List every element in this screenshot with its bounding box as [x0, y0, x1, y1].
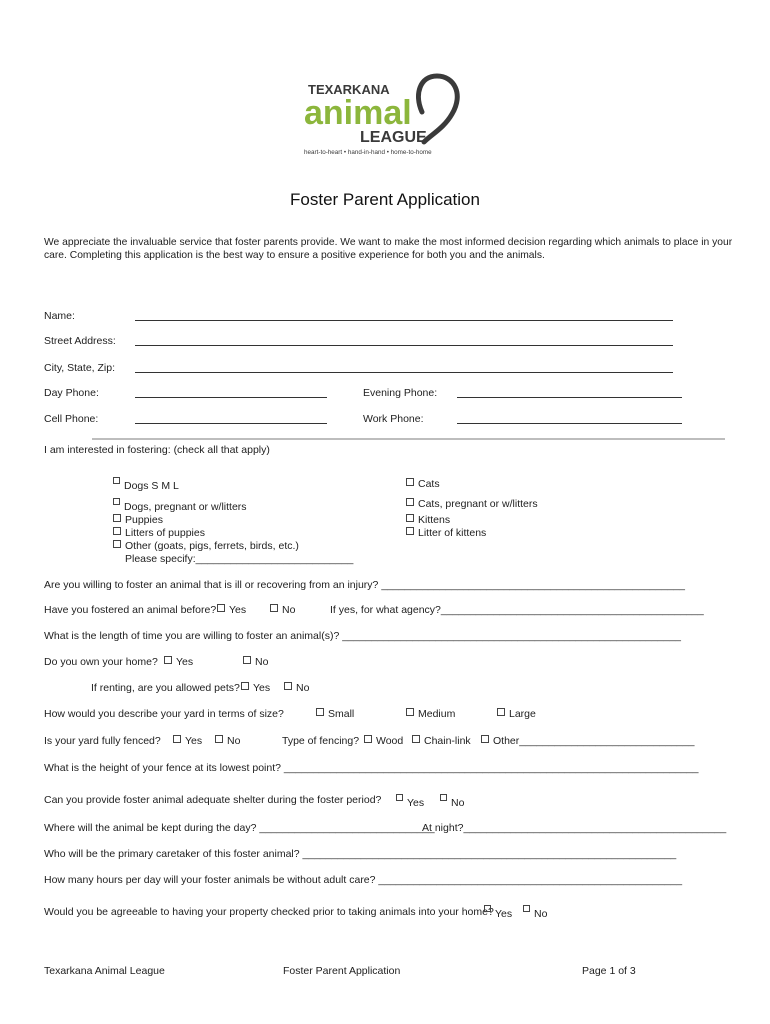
- checkbox-litter-kittens[interactable]: [406, 527, 486, 539]
- kittens-label: Kittens: [418, 514, 451, 526]
- checkbox-icon[interactable]: [113, 540, 121, 548]
- question-agency[interactable]: If yes, for what agency?_____________________________________________: [330, 604, 704, 616]
- chain-link-label: Chain-link: [424, 735, 471, 747]
- city-label: City, State, Zip:: [44, 362, 115, 374]
- shelter-no-option[interactable]: [440, 794, 464, 809]
- other-label: Other (goats, pigs, ferrets, birds, etc.): [125, 540, 299, 552]
- yard-small-option[interactable]: [316, 708, 354, 720]
- checkbox-icon[interactable]: [406, 514, 414, 522]
- fostered-yes-option[interactable]: [217, 604, 246, 616]
- litters-puppies-label: Litters of puppies: [125, 527, 205, 539]
- day-phone-field[interactable]: [135, 397, 327, 398]
- checkbox-icon[interactable]: [406, 498, 414, 506]
- question-own-home: Do you own your home?: [44, 656, 158, 668]
- other-fence-label: Other______________________________: [493, 735, 695, 747]
- checkbox-icon[interactable]: [406, 708, 414, 716]
- no-label: No: [296, 682, 310, 694]
- no-label: No: [282, 604, 296, 616]
- question-property: Would you be agreeable to having your property checked prior to taking animals into your home?: [44, 906, 494, 918]
- day-phone-label: Day Phone:: [44, 387, 99, 399]
- question-fostered-before: Have you fostered an animal before?: [44, 604, 217, 616]
- checkbox-icon[interactable]: [270, 604, 278, 612]
- intro-paragraph: We appreciate the invaluable service that foster parents provide. We want to make the most informed decision regarding which animals to place in your care. Completing this application is the best way to ensure a positive experience for both you and the animals.: [44, 237, 733, 261]
- question-height[interactable]: What is the height of your fence at its lowest point? _______________________________________________________________________: [44, 762, 699, 774]
- please-specify-field[interactable]: Please specify:___________________________: [125, 553, 354, 565]
- checkbox-icon[interactable]: [243, 656, 251, 664]
- question-length[interactable]: What is the length of time you are willing to foster an animal(s)? __________________________________________________________: [44, 630, 681, 642]
- question-caretaker[interactable]: Who will be the primary caretaker of this foster animal? ________________________________________________________________: [44, 848, 677, 860]
- checkbox-icon[interactable]: [481, 735, 489, 743]
- yard-large-option[interactable]: [497, 708, 536, 720]
- fence-other-option[interactable]: [481, 735, 694, 747]
- checkbox-icon[interactable]: [316, 708, 324, 716]
- own-home-yes-option[interactable]: [164, 656, 193, 668]
- no-label: No: [451, 797, 465, 809]
- checkbox-icon[interactable]: [406, 478, 414, 486]
- footer-organization: Texarkana Animal League: [44, 965, 165, 977]
- logo-brand-sub: LEAGUE: [360, 129, 427, 146]
- dogs-label: Dogs S M L: [124, 480, 179, 492]
- cats-label: Cats: [418, 478, 440, 490]
- property-yes-option[interactable]: [484, 905, 512, 920]
- checkbox-icon[interactable]: [215, 735, 223, 743]
- street-field[interactable]: [135, 345, 673, 346]
- puppies-label: Puppies: [125, 514, 163, 526]
- checkbox-kittens[interactable]: [406, 514, 450, 526]
- checkbox-puppies[interactable]: [113, 514, 163, 526]
- no-label: No: [255, 656, 269, 668]
- yes-label: Yes: [185, 735, 203, 747]
- checkbox-icon[interactable]: [364, 735, 372, 743]
- wood-label: Wood: [376, 735, 404, 747]
- checkbox-cats[interactable]: [406, 478, 440, 490]
- fence-chain-link-option[interactable]: [412, 735, 471, 747]
- checkbox-icon[interactable]: [113, 477, 120, 484]
- checkbox-icon[interactable]: [440, 794, 447, 801]
- yes-label: Yes: [495, 908, 513, 920]
- cell-phone-label: Cell Phone:: [44, 413, 99, 425]
- logo-brand-top: TEXARKANA: [308, 82, 390, 97]
- checkbox-other[interactable]: [113, 540, 299, 552]
- renting-yes-option[interactable]: [241, 682, 270, 694]
- checkbox-icon[interactable]: [113, 514, 121, 522]
- large-label: Large: [509, 708, 536, 720]
- question-kept-day[interactable]: Where will the animal be kept during the day? ______________________________: [44, 822, 435, 834]
- name-label: Name:: [44, 310, 75, 322]
- checkbox-icon[interactable]: [484, 905, 491, 912]
- footer-document-title: Foster Parent Application: [283, 965, 401, 977]
- texarkana-animal-league-logo: [302, 72, 467, 156]
- work-phone-field[interactable]: [457, 423, 682, 424]
- checkbox-icon[interactable]: [113, 527, 121, 535]
- checkbox-icon[interactable]: [412, 735, 420, 743]
- litter-kittens-label: Litter of kittens: [418, 527, 487, 539]
- shelter-yes-option[interactable]: [396, 794, 424, 809]
- fence-wood-option[interactable]: [364, 735, 403, 747]
- question-renting: If renting, are you allowed pets?: [91, 682, 240, 694]
- question-shelter: Can you provide foster animal adequate shelter during the foster period?: [44, 794, 382, 806]
- page-title: Foster Parent Application: [290, 190, 480, 209]
- checkbox-icon[interactable]: [113, 498, 120, 505]
- yes-label: Yes: [229, 604, 247, 616]
- small-label: Small: [328, 708, 355, 720]
- checkbox-dogs[interactable]: [113, 477, 179, 492]
- fostered-no-option[interactable]: [270, 604, 295, 616]
- logo-brand-main: animal: [304, 94, 412, 132]
- question-hours[interactable]: How many hours per day will your foster animals be without adult care? ____________________________________________________: [44, 874, 683, 886]
- street-label: Street Address:: [44, 335, 116, 347]
- yard-medium-option[interactable]: [406, 708, 455, 720]
- checkbox-icon[interactable]: [164, 656, 172, 664]
- checkbox-icon[interactable]: [241, 682, 249, 690]
- property-no-option[interactable]: [523, 905, 547, 920]
- checkbox-icon[interactable]: [523, 905, 530, 912]
- question-fenced: Is your yard fully fenced?: [44, 735, 161, 747]
- evening-phone-field[interactable]: [457, 397, 682, 398]
- fostering-prompt: I am interested in fostering: (check all that apply): [44, 444, 270, 456]
- medium-label: Medium: [418, 708, 456, 720]
- work-phone-label: Work Phone:: [363, 413, 424, 425]
- fenced-no-option[interactable]: [215, 735, 240, 747]
- checkbox-litters-puppies[interactable]: [113, 527, 205, 539]
- dogs-pregnant-label: Dogs, pregnant or w/litters: [124, 501, 247, 513]
- yes-label: Yes: [253, 682, 271, 694]
- checkbox-icon[interactable]: [284, 682, 292, 690]
- name-field[interactable]: [135, 320, 673, 321]
- checkbox-icon[interactable]: [217, 604, 225, 612]
- section-divider: [92, 438, 725, 440]
- yes-label: Yes: [176, 656, 194, 668]
- evening-phone-label: Evening Phone:: [363, 387, 438, 399]
- no-label: No: [534, 908, 548, 920]
- renting-no-option[interactable]: [284, 682, 309, 694]
- footer-page-number: Page 1 of 3: [582, 965, 636, 977]
- own-home-no-option[interactable]: [243, 656, 268, 668]
- question-yard: How would you describe your yard in terms of size?: [44, 708, 284, 720]
- no-label: No: [227, 735, 241, 747]
- yes-label: Yes: [407, 797, 425, 809]
- checkbox-icon[interactable]: [173, 735, 181, 743]
- checkbox-icon[interactable]: [406, 527, 414, 535]
- cats-pregnant-label: Cats, pregnant or w/litters: [418, 498, 538, 510]
- question-at-night[interactable]: At night?_____________________________________________: [422, 822, 727, 834]
- question-ill[interactable]: Are you willing to foster an animal that is ill or recovering from an injury? ____________________________________________________: [44, 579, 685, 591]
- logo-tagline: heart-to-heart • hand-in-hand • home-to-home: [304, 149, 432, 156]
- checkbox-cats-pregnant[interactable]: [406, 498, 538, 510]
- checkbox-icon[interactable]: [497, 708, 505, 716]
- checkbox-dogs-pregnant[interactable]: [113, 498, 247, 513]
- checkbox-icon[interactable]: [396, 794, 403, 801]
- type-fencing-label: Type of fencing?: [282, 735, 360, 747]
- cell-phone-field[interactable]: [135, 423, 327, 424]
- fenced-yes-option[interactable]: [173, 735, 202, 747]
- city-field[interactable]: [135, 372, 673, 373]
